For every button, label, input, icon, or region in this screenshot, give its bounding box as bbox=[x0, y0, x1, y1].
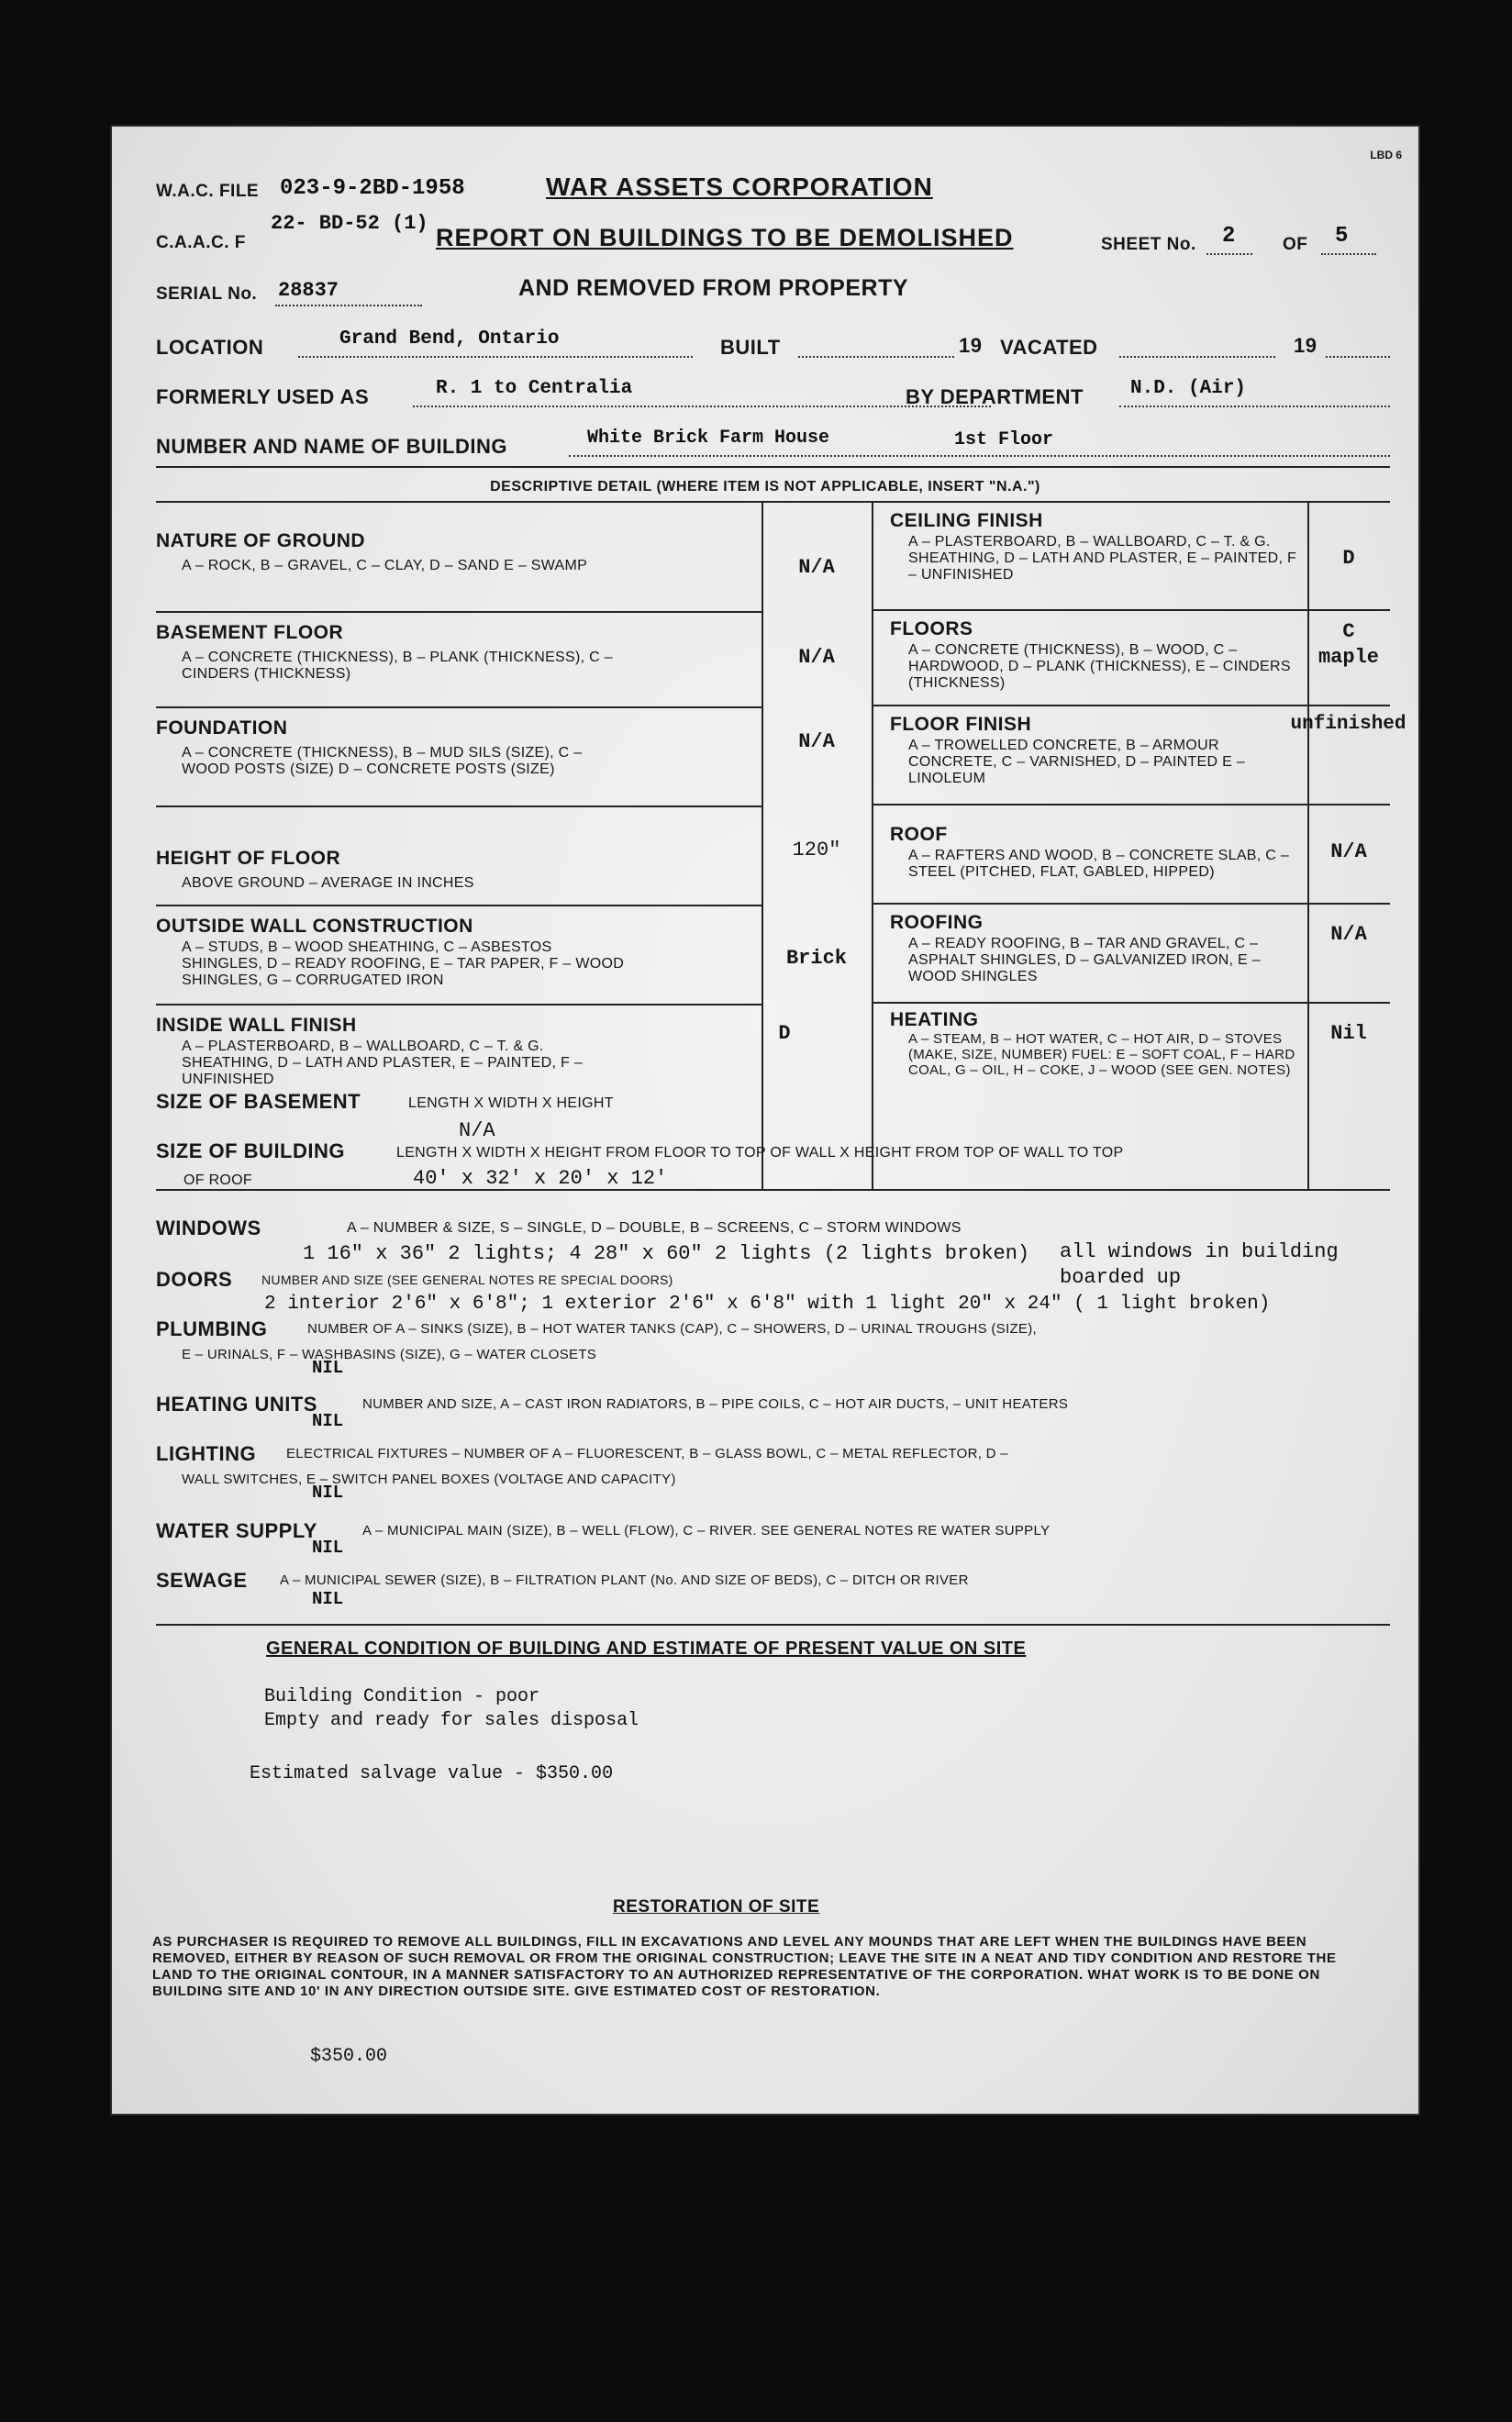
plumbing-desc-2: E – URINALS, F – WASHBASINS (SIZE), G – WATER CLOSETS bbox=[182, 1347, 597, 1362]
restoration-text: AS PURCHASER IS REQUIRED TO REMOVE ALL BUILDINGS, FILL IN EXCAVATIONS AND LEVEL ANY MOUNDS THAT ARE LEFT WHEN THE BUILDINGS HAVE BEEN REMOVED, EITHER BY REASON OF SUCH REMOVAL OR FROM THE ORIGINAL CONSTRUCTION; LEAVE THE SITE IN A NEAT AND TIDY CONDITION AND RESTORE THE LAND TO THE ORIGINAL CONTOUR, IN A MANNER SATISFACTORY TO AN AUTHORIZED REPRESENTATIVE OF THE CORPORATION. WHAT WORK IS TO BE DONE ON BUILDING SITE AND 10' IN ANY DIRECTION OUTSIDE SITE. GIVE ESTIMATED COST OF RESTORATION. bbox=[152, 1934, 1337, 1999]
detail-title: FOUNDATION bbox=[156, 717, 288, 739]
detail-floors bbox=[890, 618, 1303, 692]
water-supply-label: WATER SUPPLY bbox=[156, 1519, 317, 1542]
detail-value-foundation: N/A bbox=[798, 730, 835, 753]
title-line1: WAR ASSETS CORPORATION bbox=[546, 172, 933, 201]
detail-desc: A – STEAM, B – HOT WATER, C – HOT AIR, D – STOVES (MAKE, SIZE, NUMBER) FUEL: E – SOFT COAL, F – HARD COAL, G – OIL, H – COKE, J – WOOD (SEE GEN. NOTES) bbox=[908, 1031, 1295, 1078]
caac-value: 22- BD-52 (1) bbox=[271, 212, 428, 235]
size-building-desc-2: OF ROOF bbox=[183, 1172, 252, 1188]
windows-desc: A – NUMBER & SIZE, S – SINGLE, D – DOUBLE, B – SCREENS, C – STORM WINDOWS bbox=[347, 1220, 962, 1236]
detail-value-roofing: N/A bbox=[1330, 923, 1367, 946]
detail-value-roof: N/A bbox=[1330, 840, 1367, 863]
restoration-value: $350.00 bbox=[310, 2046, 388, 2067]
detail-desc: A – CONCRETE (THICKNESS), B – PLANK (THICKNESS), C – CINDERS (THICKNESS) bbox=[182, 650, 613, 682]
descriptive-detail-grid bbox=[156, 501, 1406, 1189]
detail-value-heating: Nil bbox=[1330, 1022, 1367, 1045]
plumbing-value: NIL bbox=[312, 1358, 344, 1378]
title-line3: AND REMOVED FROM PROPERTY bbox=[518, 275, 909, 301]
detail-desc: A – RAFTERS AND WOOD, B – CONCRETE SLAB, C – STEEL (PITCHED, FLAT, GABLED, HIPPED) bbox=[908, 848, 1290, 880]
detail-desc: A – PLASTERBOARD, B – WALLBOARD, C – T. & G. SHEATHING, D – LATH AND PLASTER, E – PAINTED, F – UNFINISHED bbox=[182, 1039, 584, 1087]
detail-title: BASEMENT FLOOR bbox=[156, 622, 344, 643]
plumbing-desc: NUMBER OF A – SINKS (SIZE), B – HOT WATER TANKS (CAP), C – SHOWERS, D – URINAL TROUGHS (SIZE), bbox=[307, 1321, 1037, 1337]
detail-desc: A – STUDS, B – WOOD SHEATHING, C – ASBESTOS SHINGLES, D – READY ROOFING, E – TAR PAPER, F – WOOD SHINGLES, G – CORRUGATED IRON bbox=[182, 939, 625, 988]
built-label: BUILT bbox=[720, 336, 781, 359]
of-label: OF bbox=[1283, 235, 1308, 254]
detail-basement-floor bbox=[156, 622, 752, 683]
detail-title: NATURE OF GROUND bbox=[156, 530, 366, 551]
doors-value: 2 interior 2'6" x 6'8"; 1 exterior 2'6" x 6'8" with 1 light 20" x 24" ( 1 light broken) bbox=[264, 1294, 1271, 1315]
detail-desc: A – READY ROOFING, B – TAR AND GRAVEL, C – ASPHALT SHINGLES, D – GALVANIZED IRON, E – WOOD SHINGLES bbox=[908, 936, 1261, 984]
detail-value-basement-floor: N/A bbox=[798, 646, 835, 669]
detail-value-inside-wall: D bbox=[778, 1022, 791, 1045]
department-label: BY DEPARTMENT bbox=[906, 385, 1084, 408]
formerly-value: R. 1 to Centralia bbox=[436, 378, 633, 399]
location-value: Grand Bend, Ontario bbox=[339, 328, 560, 350]
doors-label: DOORS bbox=[156, 1268, 233, 1291]
size-building-value: 40' x 32' x 20' x 12' bbox=[413, 1167, 668, 1190]
lighting-value: NIL bbox=[312, 1483, 344, 1503]
condition-line-2: Empty and ready for sales disposal bbox=[264, 1710, 639, 1731]
building-value: White Brick Farm House bbox=[587, 428, 830, 449]
detail-height-of-floor bbox=[156, 848, 752, 892]
wac-file-label: W.A.C. FILE bbox=[156, 182, 260, 201]
detail-desc: A – ROCK, B – GRAVEL, C – CLAY, D – SAND E – SWAMP bbox=[182, 558, 588, 573]
detail-outside-wall bbox=[156, 916, 752, 989]
serial-value: 28837 bbox=[278, 279, 339, 302]
detail-value-floors-note: maple bbox=[1317, 646, 1379, 669]
sewage-value: NIL bbox=[312, 1589, 344, 1609]
windows-value: 1 16" x 36" 2 lights; 4 28" x 60" 2 lights (2 lights broken) bbox=[303, 1242, 1030, 1265]
detail-desc: A – CONCRETE (THICKNESS), B – MUD SILS (SIZE), C – WOOD POSTS (SIZE) D – CONCRETE POSTS (SIZE) bbox=[182, 745, 583, 777]
detail-heating bbox=[890, 1009, 1303, 1078]
size-basement-desc: LENGTH X WIDTH X HEIGHT bbox=[408, 1095, 614, 1111]
sheet-label: SHEET No. bbox=[1101, 235, 1196, 254]
sewage-label: SEWAGE bbox=[156, 1569, 248, 1592]
plumbing-label: PLUMBING bbox=[156, 1317, 268, 1340]
building-floor-value: 1st Floor bbox=[954, 429, 1054, 450]
condition-line-1: Building Condition - poor bbox=[264, 1686, 540, 1707]
detail-title: FLOOR FINISH bbox=[890, 714, 1032, 735]
lighting-desc-2: WALL SWITCHES, E – SWITCH PANEL BOXES (VOLTAGE AND CAPACITY) bbox=[182, 1472, 676, 1487]
department-value: N.D. (Air) bbox=[1130, 378, 1247, 399]
detail-title: ROOFING bbox=[890, 912, 984, 933]
serial-label: SERIAL No. bbox=[156, 284, 258, 304]
detail-nature-of-ground bbox=[156, 530, 752, 574]
lighting-desc: ELECTRICAL FIXTURES – NUMBER OF A – FLUORESCENT, B – GLASS BOWL, C – METAL REFLECTOR, D – bbox=[286, 1446, 1008, 1461]
size-building-desc: LENGTH X WIDTH X HEIGHT FROM FLOOR TO TOP OF WALL X HEIGHT FROM TOP OF WALL TO TOP bbox=[396, 1145, 1124, 1161]
descriptive-header: DESCRIPTIVE DETAIL (WHERE ITEM IS NOT APPLICABLE, INSERT "N.A.") bbox=[490, 479, 1040, 494]
heating-units-value: NIL bbox=[312, 1411, 344, 1431]
detail-title: HEIGHT OF FLOOR bbox=[156, 848, 341, 869]
detail-inside-wall bbox=[156, 1015, 752, 1088]
salvage-value: Estimated salvage value - $350.00 bbox=[250, 1763, 614, 1784]
detail-ceiling-finish bbox=[890, 510, 1303, 583]
detail-roofing bbox=[890, 912, 1303, 985]
of-value: 5 bbox=[1335, 224, 1349, 249]
detail-title: FLOORS bbox=[890, 618, 973, 639]
formerly-label: FORMERLY USED AS bbox=[156, 385, 370, 408]
heating-units-label: HEATING UNITS bbox=[156, 1393, 317, 1416]
detail-desc: A – CONCRETE (THICKNESS), B – WOOD, C – HARDWOOD, D – PLANK (THICKNESS), E – CINDERS (THICKNESS) bbox=[908, 642, 1291, 691]
detail-desc: ABOVE GROUND – AVERAGE IN INCHES bbox=[182, 875, 474, 891]
title-line2: REPORT ON BUILDINGS TO BE DEMOLISHED bbox=[436, 224, 1014, 251]
windows-note-1: all windows in building bbox=[1060, 1240, 1339, 1263]
heating-units-desc: NUMBER AND SIZE, A – CAST IRON RADIATORS, B – PIPE COILS, C – HOT AIR DUCTS, – UNIT HEATERS bbox=[362, 1396, 1069, 1412]
building-label: NUMBER AND NAME OF BUILDING bbox=[156, 435, 507, 458]
detail-value-floor-finish: unfinished bbox=[1290, 714, 1406, 735]
restoration-header: RESTORATION OF SITE bbox=[613, 1897, 820, 1916]
size-basement-value: N/A bbox=[459, 1119, 495, 1142]
detail-value-floors: C bbox=[1342, 620, 1355, 643]
detail-title: OUTSIDE WALL CONSTRUCTION bbox=[156, 916, 473, 937]
wac-file-value: 023-9-2BD-1958 bbox=[280, 176, 465, 201]
detail-value-outside-wall: Brick bbox=[785, 947, 847, 970]
detail-title: HEATING bbox=[890, 1009, 979, 1030]
detail-desc: A – TROWELLED CONCRETE, B – ARMOUR CONCRETE, C – VARNISHED, D – PAINTED E – LINOLEUM bbox=[908, 738, 1246, 786]
location-label: LOCATION bbox=[156, 336, 264, 359]
detail-roof bbox=[890, 824, 1303, 881]
detail-desc: A – PLASTERBOARD, B – WALLBOARD, C – T. & G. SHEATHING, D – LATH AND PLASTER, E – PAINTED, F – UNFINISHED bbox=[908, 534, 1297, 583]
detail-foundation bbox=[156, 717, 752, 778]
water-supply-value: NIL bbox=[312, 1538, 344, 1558]
water-supply-desc: A – MUNICIPAL MAIN (SIZE), B – WELL (FLOW), C – RIVER. SEE GENERAL NOTES RE WATER SUPPLY bbox=[362, 1523, 1051, 1539]
corner-code: LBD 6 bbox=[1370, 149, 1402, 161]
detail-title: CEILING FINISH bbox=[890, 510, 1043, 531]
doors-desc: NUMBER AND SIZE (SEE GENERAL NOTES RE SPECIAL DOORS) bbox=[261, 1272, 673, 1287]
size-building-label: SIZE OF BUILDING bbox=[156, 1139, 345, 1162]
sheet-value: 2 bbox=[1222, 224, 1236, 249]
detail-value-ceiling-finish: D bbox=[1342, 547, 1355, 570]
detail-value-nature-of-ground: N/A bbox=[798, 556, 835, 579]
detail-value-height-of-floor: 120" bbox=[792, 839, 841, 861]
detail-title: INSIDE WALL FINISH bbox=[156, 1015, 357, 1036]
detail-title: ROOF bbox=[890, 824, 948, 845]
windows-note-2: boarded up bbox=[1060, 1266, 1182, 1289]
caac-label: C.A.A.C. F bbox=[156, 233, 246, 252]
vacated-year-prefix: 19 bbox=[1294, 334, 1317, 357]
sewage-desc: A – MUNICIPAL SEWER (SIZE), B – FILTRATION PLANT (No. AND SIZE OF BEDS), C – DITCH OR RIVER bbox=[280, 1572, 969, 1588]
form-sheet bbox=[110, 125, 1420, 2116]
size-basement-label: SIZE OF BASEMENT bbox=[156, 1090, 361, 1113]
built-year-prefix: 19 bbox=[959, 334, 983, 357]
lighting-label: LIGHTING bbox=[156, 1442, 257, 1465]
detail-floor-finish bbox=[890, 714, 1303, 787]
condition-header: GENERAL CONDITION OF BUILDING AND ESTIMATE OF PRESENT VALUE ON SITE bbox=[266, 1639, 1027, 1659]
vacated-label: VACATED bbox=[1000, 336, 1098, 359]
windows-label: WINDOWS bbox=[156, 1217, 261, 1239]
